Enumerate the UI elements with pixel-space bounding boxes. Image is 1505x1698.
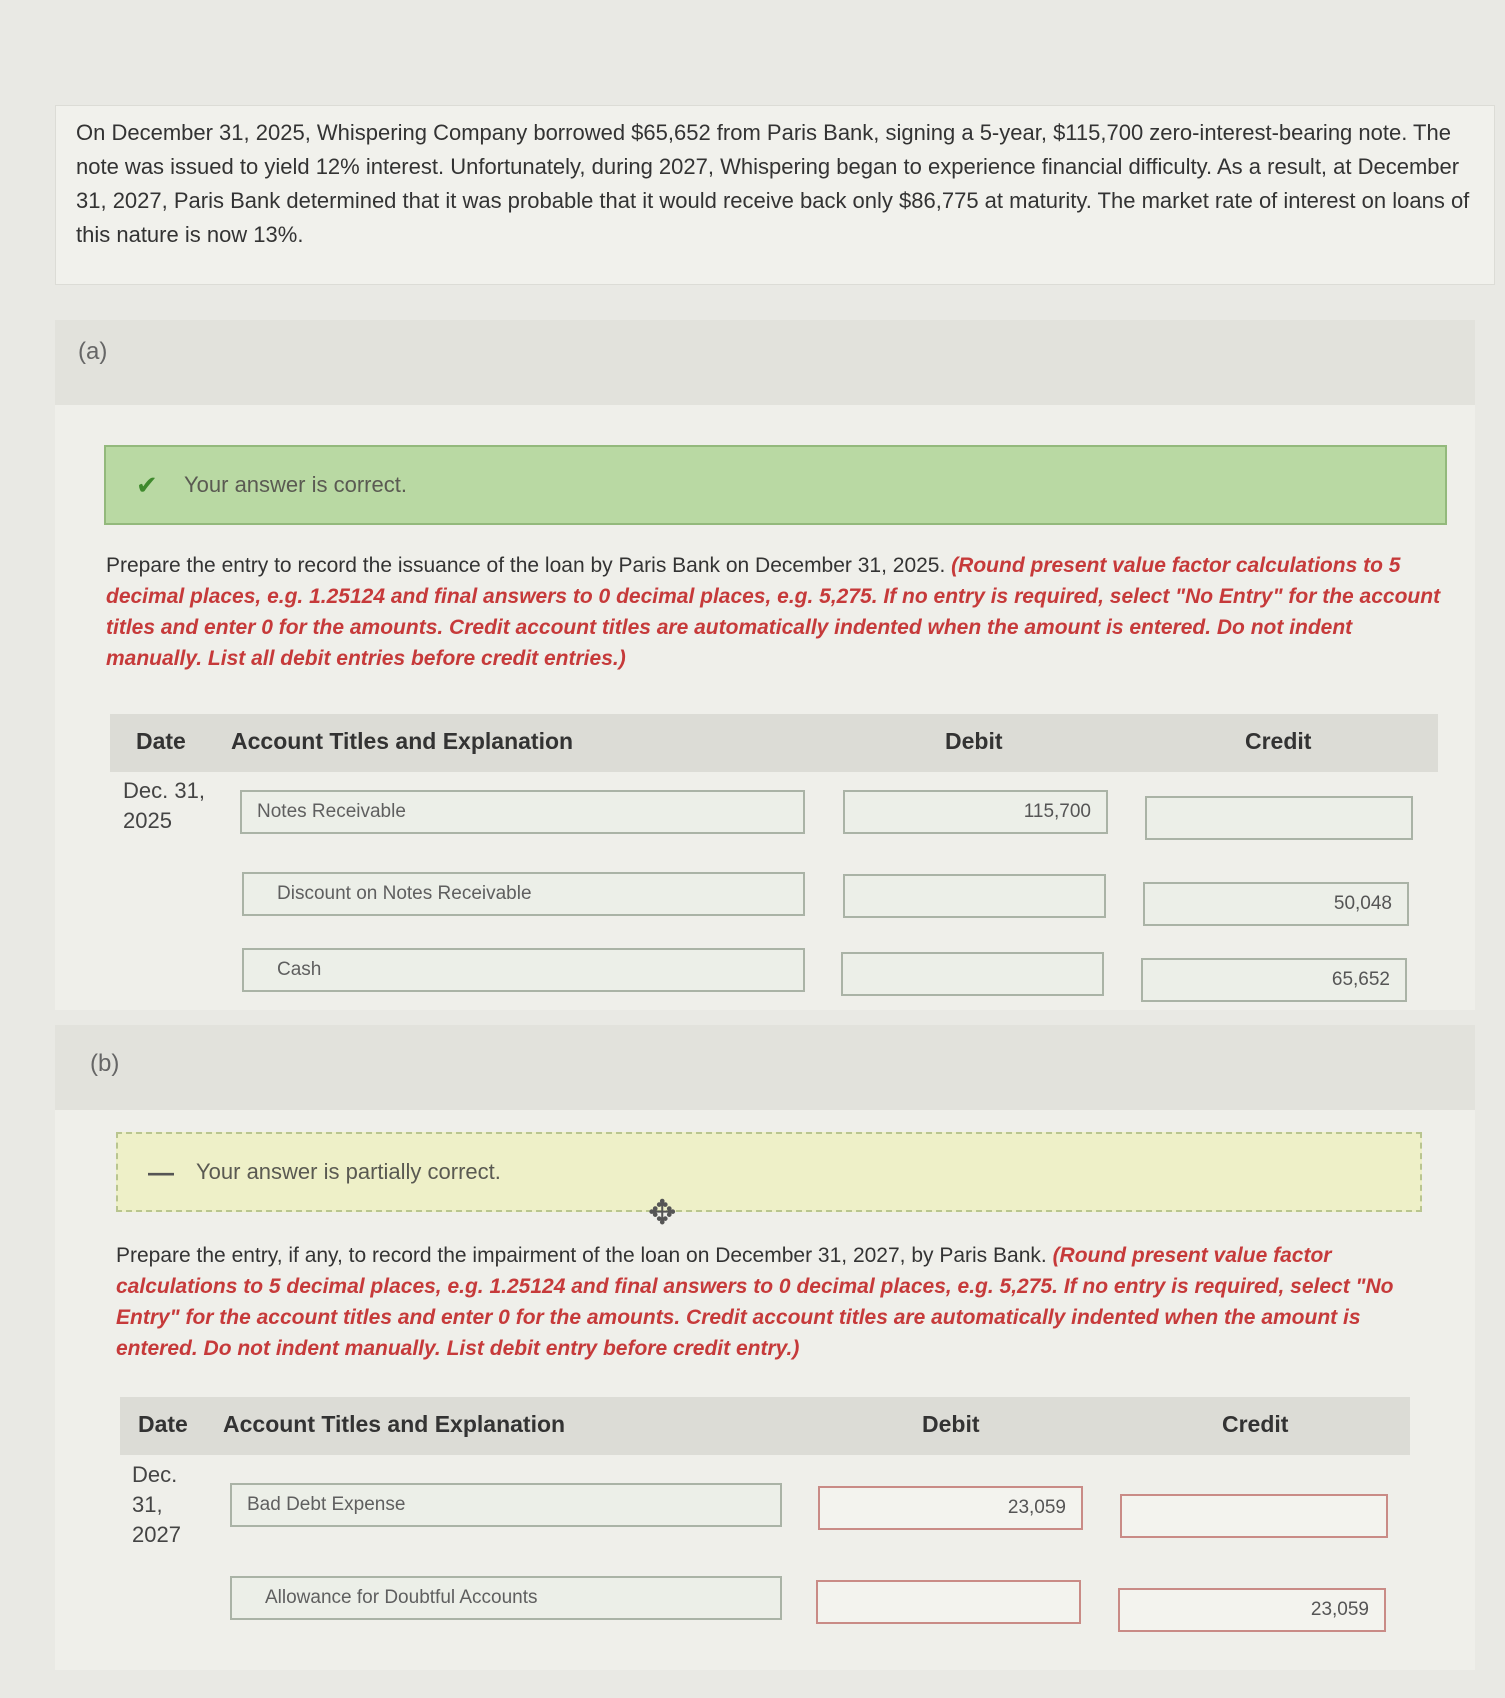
part-b-date <box>132 1460 181 1550</box>
credit-amount-field[interactable]: 23,059 <box>1118 1588 1386 1632</box>
account-title-field[interactable]: Notes Receivable <box>240 790 805 834</box>
account-column-header: Account Titles and Explanation <box>223 1411 566 1437</box>
part-a-instruction-red: (Round present value factor calculations to 5 decimal places, e.g. 1.25124 and final answers to 0 decimal places, e.g. 5,275. If no entry is required, select "No Entry" for the account titles and enter 0 for the amounts. Credit account titles are automatically indented when the amount is entered. Do not indent manually. List all debit entries before credit entries.) <box>106 554 1441 670</box>
problem-statement <box>55 105 1495 285</box>
part-b-table-header <box>120 1397 1410 1455</box>
debit-amount-field[interactable]: 115,700 <box>843 790 1108 834</box>
debit-amount-field[interactable] <box>841 952 1104 996</box>
date-line: Dec. <box>132 1462 178 1487</box>
part-b-instruction-plain: Prepare the entry, if any, to record the impairment of the loan on December 31, 2027, by Paris Bank. <box>116 1244 1047 1267</box>
credit-column-header: Credit <box>1245 728 1312 754</box>
dash-icon: — <box>148 1156 174 1187</box>
date-line: 31, <box>132 1492 163 1517</box>
part-a-header <box>55 320 1475 405</box>
account-title-field[interactable]: Allowance for Doubtful Accounts <box>230 1576 782 1620</box>
date-line: Dec. 31, <box>123 778 205 803</box>
account-title-field[interactable]: Discount on Notes Receivable <box>242 872 805 916</box>
debit-amount-field[interactable]: 23,059 <box>818 1486 1083 1530</box>
part-a-instruction-plain: Prepare the entry to record the issuance of the loan by Paris Bank on December 31, 2025. <box>106 554 946 577</box>
problem-text: On December 31, 2025, Whispering Company borrowed $65,652 from Paris Bank, signing a 5-year, $115,700 zero-interest-bearing note. The note was issued to yield 12% interest. Unfortunately, during 2027, Whispering began to experience financial difficulty. As a result, at December 31, 2027, Paris Bank determined that it was probable that it would receive back only $86,775 at maturity. The market rate of interest on loans of this nature is now 13%. <box>76 120 1470 247</box>
part-b-header <box>55 1025 1475 1110</box>
part-a-table-header <box>110 714 1438 772</box>
debit-column-header: Debit <box>945 728 1003 754</box>
credit-column-header: Credit <box>1222 1411 1289 1437</box>
part-b-instruction-red: (Round present value factor calculations to 5 decimal places, e.g. 1.25124 and final answers to 0 decimal places, e.g. 5,275. If no entry is required, select "No Entry" for the account titles and enter 0 for the amounts. Credit account titles are automatically indented when the amount is entered. Do not indent manually. List debit entry before credit entry.) <box>116 1244 1394 1360</box>
part-b-status-banner <box>116 1132 1422 1212</box>
date-column-header: Date <box>138 1411 188 1437</box>
date-column-header: Date <box>136 728 186 754</box>
date-line: 2027 <box>132 1522 181 1547</box>
part-a-status-text: Your answer is correct. <box>184 472 407 497</box>
credit-amount-field[interactable]: 50,048 <box>1143 882 1409 926</box>
debit-amount-field[interactable] <box>816 1580 1081 1624</box>
credit-amount-field[interactable] <box>1145 796 1413 840</box>
account-title-field[interactable]: Cash <box>242 948 805 992</box>
part-a-label: (a) <box>78 338 108 365</box>
part-a-instructions <box>106 550 1441 674</box>
debit-amount-field[interactable] <box>843 874 1106 918</box>
part-a-status-banner <box>104 445 1447 525</box>
checkmark-icon: ✔ <box>136 469 158 500</box>
part-b-label: (b) <box>90 1050 120 1077</box>
part-b-status-text: Your answer is partially correct. <box>196 1159 501 1184</box>
debit-column-header: Debit <box>922 1411 980 1437</box>
credit-amount-field[interactable]: 65,652 <box>1141 958 1407 1002</box>
account-column-header: Account Titles and Explanation <box>231 728 574 754</box>
date-line: 2025 <box>123 808 172 833</box>
part-b-instructions <box>116 1240 1436 1364</box>
part-a-date <box>123 776 205 836</box>
credit-amount-field[interactable] <box>1120 1494 1388 1538</box>
account-title-field[interactable]: Bad Debt Expense <box>230 1483 782 1527</box>
move-cursor-icon: ✥ <box>648 1194 677 1232</box>
